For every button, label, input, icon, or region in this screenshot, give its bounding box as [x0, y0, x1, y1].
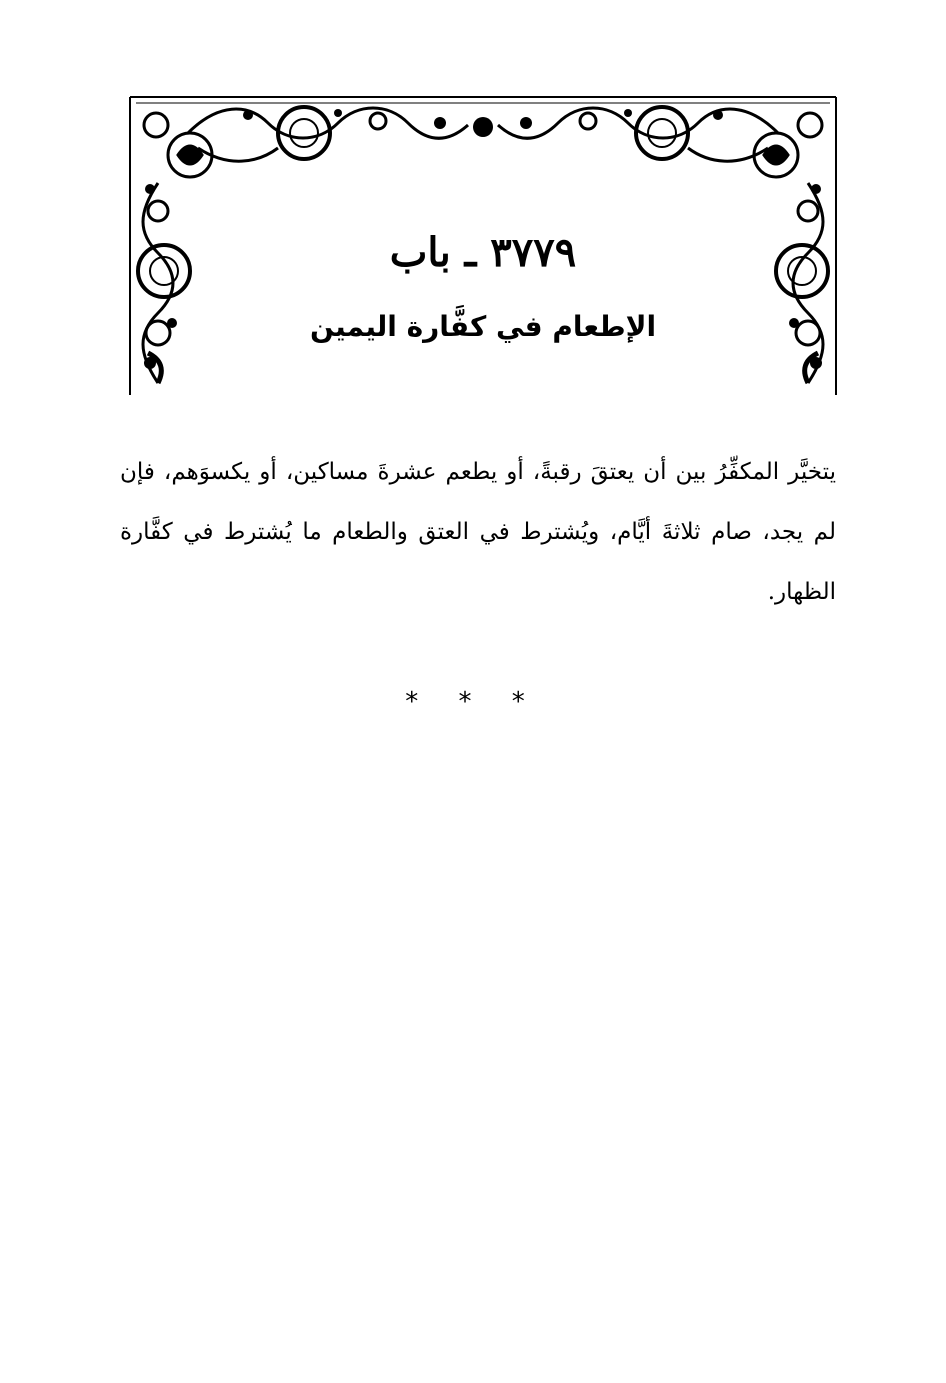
body-paragraph [120, 442, 836, 622]
section-separator: * * * [405, 687, 541, 717]
chapter-header-frame [128, 93, 838, 395]
paragraph-text: يتخيَّر المكفِّرُ بين أن يعتقَ رقبةً، أو يطعم عشرةَ مساكين، أو يكسوَهم، فإن لم يجد، صام ثلاثةَ أيَّام، ويُشترط في العتق والطعام ما يُشترط في كفَّارة الظهار. [120, 459, 836, 605]
chapter-title: الإطعام في كفَّارة اليمين [309, 310, 657, 343]
chapter-number-heading: ٣٧٧٩ ـ باب [389, 229, 577, 276]
